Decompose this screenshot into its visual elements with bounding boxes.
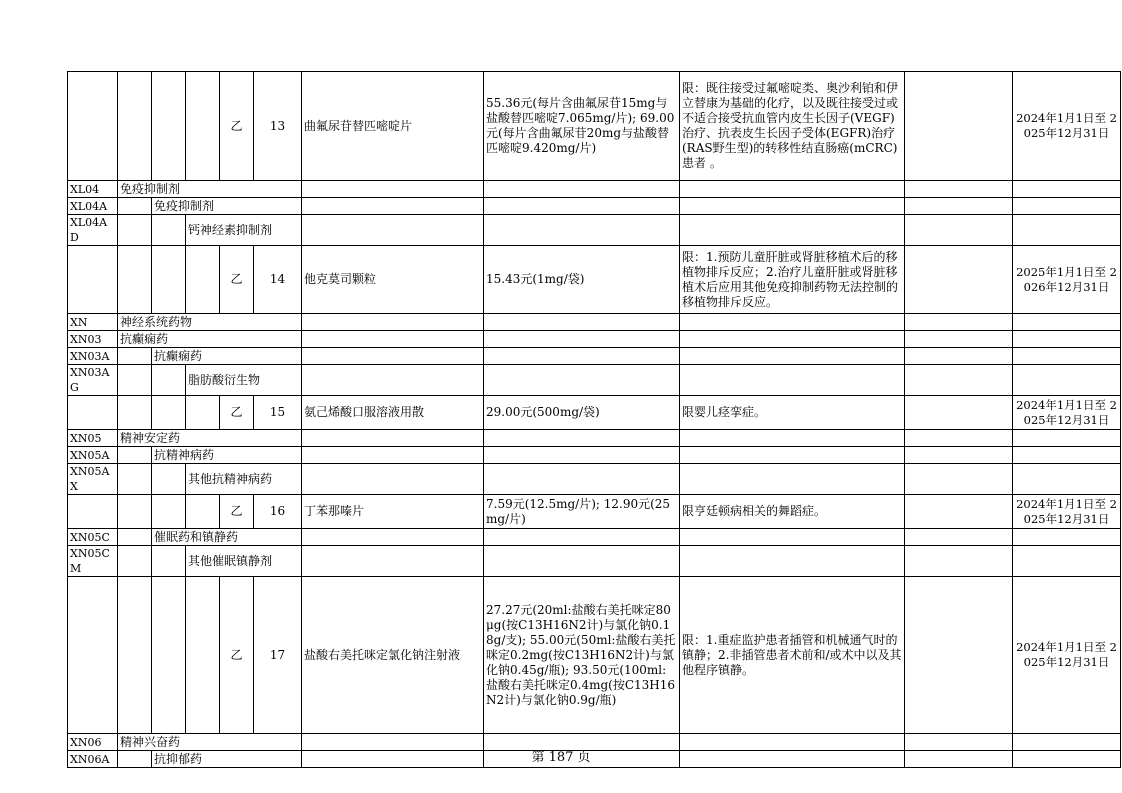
category-row	[68, 331, 1121, 348]
empty-cell	[484, 464, 680, 495]
empty-cell	[186, 577, 220, 734]
category-row	[68, 430, 1121, 447]
drug-list-table	[67, 71, 1121, 768]
category-name-cell: 抗癫痫药	[152, 348, 302, 365]
drug-notes-cell	[905, 72, 1013, 181]
empty-cell	[186, 72, 220, 181]
category-name-cell: 免疫抑制剂	[152, 198, 302, 215]
category-code-cell: XL04	[68, 181, 118, 198]
drug-notes-cell	[905, 577, 1013, 734]
empty-cell	[680, 447, 905, 464]
empty-cell	[905, 348, 1013, 365]
empty-cell	[302, 464, 484, 495]
empty-cell	[484, 430, 680, 447]
drug-number-cell: 17	[254, 577, 302, 734]
empty-cell	[302, 529, 484, 546]
empty-cell	[302, 331, 484, 348]
empty-cell	[905, 464, 1013, 495]
drug-restriction-cell: 限亨廷顿病相关的舞蹈症。	[680, 495, 905, 529]
drug-category-cell: 乙	[220, 72, 254, 181]
empty-cell	[484, 447, 680, 464]
category-row	[68, 314, 1121, 331]
empty-cell	[118, 198, 152, 215]
empty-cell	[905, 198, 1013, 215]
empty-cell	[118, 529, 152, 546]
empty-cell	[484, 365, 680, 396]
empty-cell	[118, 246, 152, 314]
empty-cell	[186, 396, 220, 430]
empty-cell	[905, 529, 1013, 546]
category-row	[68, 181, 1121, 198]
empty-cell	[152, 246, 186, 314]
drug-notes-cell	[905, 495, 1013, 529]
empty-cell	[484, 331, 680, 348]
empty-cell	[680, 348, 905, 365]
empty-cell	[118, 365, 152, 396]
empty-cell	[68, 72, 118, 181]
drug-row	[68, 246, 1121, 314]
category-code-cell: XN06	[68, 734, 118, 751]
empty-cell	[118, 495, 152, 529]
drug-row	[68, 495, 1121, 529]
empty-cell	[118, 396, 152, 430]
empty-cell	[118, 215, 152, 246]
category-code-cell: XL04A	[68, 198, 118, 215]
category-row	[68, 365, 1121, 396]
table-body	[68, 72, 1121, 768]
empty-cell	[484, 529, 680, 546]
drug-validity-cell: 2024年1月1日至 2025年12月31日	[1013, 72, 1121, 181]
empty-cell	[302, 215, 484, 246]
drug-number-cell: 16	[254, 495, 302, 529]
empty-cell	[1013, 348, 1121, 365]
drug-validity-cell: 2024年1月1日至 2025年12月31日	[1013, 495, 1121, 529]
drug-name-cell: 他克莫司颗粒	[302, 246, 484, 314]
drug-name-cell: 盐酸右美托咪定氯化钠注射液	[302, 577, 484, 734]
drug-price-cell: 27.27元(20ml:盐酸右美托咪定80μg(按C13H16N2计)与氯化钠0.18g/支); 55.00元(50ml:盐酸右美托咪定0.2mg(按C13H16N2计)与氯化钠0.45g/瓶); 93.50元(100ml:盐酸右美托咪定0.4mg(按C13H16N2计)与氯化钠0.9g/瓶)	[484, 577, 680, 734]
category-code-cell: XN03AG	[68, 365, 118, 396]
empty-cell	[152, 396, 186, 430]
category-name-cell: 神经系统药物	[118, 314, 302, 331]
drug-restriction-cell: 限：既往接受过氟嘧啶类、奥沙利铂和伊立替康为基础的化疗，以及既往接受过或不适合接受抗血管内皮生长因子(VEGF)治疗、抗表皮生长因子受体(EGFR)治疗(RAS野生型)的转移性结直肠癌(mCRC)患者 。	[680, 72, 905, 181]
drug-number-cell: 15	[254, 396, 302, 430]
category-row	[68, 198, 1121, 215]
drug-validity-cell: 2024年1月1日至 2025年12月31日	[1013, 396, 1121, 430]
category-code-cell: XN06A	[68, 751, 118, 768]
empty-cell	[680, 464, 905, 495]
empty-cell	[118, 72, 152, 181]
empty-cell	[905, 430, 1013, 447]
category-name-cell: 抗精神病药	[152, 447, 302, 464]
category-name-cell: 脂肪酸衍生物	[186, 365, 302, 396]
drug-restriction-cell: 限：1.预防儿童肝脏或肾脏移植术后的移植物排斥反应；2.治疗儿童肝脏或肾脏移植术后应用其他免疫抑制药物无法控制的移植物排斥反应。	[680, 246, 905, 314]
empty-cell	[68, 396, 118, 430]
empty-cell	[118, 546, 152, 577]
category-name-cell: 抗抑郁药	[152, 751, 302, 768]
category-row	[68, 215, 1121, 246]
category-row	[68, 348, 1121, 365]
empty-cell	[302, 348, 484, 365]
empty-cell	[905, 314, 1013, 331]
empty-cell	[152, 577, 186, 734]
empty-cell	[905, 331, 1013, 348]
empty-cell	[680, 546, 905, 577]
drug-restriction-cell: 限婴儿痉挛症。	[680, 396, 905, 430]
drug-number-cell: 14	[254, 246, 302, 314]
empty-cell	[118, 348, 152, 365]
drug-row	[68, 396, 1121, 430]
empty-cell	[1013, 331, 1121, 348]
drug-validity-cell: 2024年1月1日至 2025年12月31日	[1013, 577, 1121, 734]
empty-cell	[484, 546, 680, 577]
empty-cell	[905, 215, 1013, 246]
category-code-cell: XN05C	[68, 529, 118, 546]
category-code-cell: XN05	[68, 430, 118, 447]
empty-cell	[118, 577, 152, 734]
category-code-cell: XN	[68, 314, 118, 331]
empty-cell	[905, 181, 1013, 198]
drug-name-cell: 丁苯那嗪片	[302, 495, 484, 529]
empty-cell	[680, 529, 905, 546]
empty-cell	[680, 314, 905, 331]
drug-price-cell: 55.36元(每片含曲氟尿苷15mg与盐酸替匹嘧啶7.065mg/片); 69.00元(每片含曲氟尿苷20mg与盐酸替匹嘧啶9.420mg/片)	[484, 72, 680, 181]
empty-cell	[152, 495, 186, 529]
empty-cell	[905, 447, 1013, 464]
category-name-cell: 精神兴奋药	[118, 734, 302, 751]
empty-cell	[680, 331, 905, 348]
empty-cell	[186, 495, 220, 529]
empty-cell	[484, 314, 680, 331]
drug-category-cell: 乙	[220, 396, 254, 430]
category-name-cell: 精神安定药	[118, 430, 302, 447]
category-code-cell: XN05A	[68, 447, 118, 464]
empty-cell	[186, 246, 220, 314]
drug-price-cell: 29.00元(500mg/袋)	[484, 396, 680, 430]
empty-cell	[1013, 215, 1121, 246]
empty-cell	[68, 246, 118, 314]
category-name-cell: 钙神经素抑制剂	[186, 215, 302, 246]
category-name-cell: 免疫抑制剂	[118, 181, 302, 198]
drug-validity-cell: 2025年1月1日至 2026年12月31日	[1013, 246, 1121, 314]
drug-name-cell: 曲氟尿苷替匹嘧啶片	[302, 72, 484, 181]
empty-cell	[1013, 430, 1121, 447]
drug-notes-cell	[905, 396, 1013, 430]
empty-cell	[302, 181, 484, 198]
empty-cell	[152, 546, 186, 577]
empty-cell	[302, 430, 484, 447]
category-code-cell: XL04AD	[68, 215, 118, 246]
empty-cell	[484, 181, 680, 198]
empty-cell	[905, 365, 1013, 396]
empty-cell	[1013, 198, 1121, 215]
empty-cell	[905, 546, 1013, 577]
empty-cell	[1013, 314, 1121, 331]
category-code-cell: XN05AX	[68, 464, 118, 495]
drug-row	[68, 72, 1121, 181]
empty-cell	[302, 365, 484, 396]
drug-row	[68, 577, 1121, 734]
empty-cell	[152, 365, 186, 396]
empty-cell	[1013, 365, 1121, 396]
empty-cell	[680, 430, 905, 447]
category-row	[68, 447, 1121, 464]
category-row	[68, 464, 1121, 495]
empty-cell	[1013, 529, 1121, 546]
category-code-cell: XN03	[68, 331, 118, 348]
drug-category-cell: 乙	[220, 246, 254, 314]
empty-cell	[680, 181, 905, 198]
drug-price-cell: 15.43元(1mg/袋)	[484, 246, 680, 314]
drug-name-cell: 氨己烯酸口服溶液用散	[302, 396, 484, 430]
empty-cell	[302, 198, 484, 215]
drug-price-cell: 7.59元(12.5mg/片); 12.90元(25mg/片)	[484, 495, 680, 529]
empty-cell	[1013, 181, 1121, 198]
empty-cell	[68, 577, 118, 734]
category-code-cell: XN03A	[68, 348, 118, 365]
category-name-cell: 其他抗精神病药	[186, 464, 302, 495]
empty-cell	[1013, 447, 1121, 464]
empty-cell	[118, 447, 152, 464]
drug-notes-cell	[905, 246, 1013, 314]
empty-cell	[152, 215, 186, 246]
empty-cell	[484, 215, 680, 246]
empty-cell	[680, 198, 905, 215]
empty-cell	[302, 447, 484, 464]
empty-cell	[680, 215, 905, 246]
empty-cell	[1013, 464, 1121, 495]
category-name-cell: 抗癫痫药	[118, 331, 302, 348]
category-row	[68, 529, 1121, 546]
empty-cell	[302, 546, 484, 577]
page-number: 第 187 页	[531, 750, 591, 765]
drug-category-cell: 乙	[220, 495, 254, 529]
empty-cell	[152, 72, 186, 181]
drug-category-cell: 乙	[220, 577, 254, 734]
empty-cell	[1013, 546, 1121, 577]
category-row	[68, 546, 1121, 577]
empty-cell	[484, 198, 680, 215]
drug-number-cell: 13	[254, 72, 302, 181]
empty-cell	[68, 495, 118, 529]
drug-restriction-cell: 限：1.重症监护患者插管和机械通气时的镇静；2.非插管患者术前和/或术中以及其他程序镇静。	[680, 577, 905, 734]
category-code-cell: XN05CM	[68, 546, 118, 577]
category-name-cell: 催眠药和镇静药	[152, 529, 302, 546]
category-name-cell: 其他催眠镇静剂	[186, 546, 302, 577]
empty-cell	[680, 365, 905, 396]
empty-cell	[152, 464, 186, 495]
empty-cell	[302, 314, 484, 331]
empty-cell	[484, 348, 680, 365]
empty-cell	[118, 464, 152, 495]
